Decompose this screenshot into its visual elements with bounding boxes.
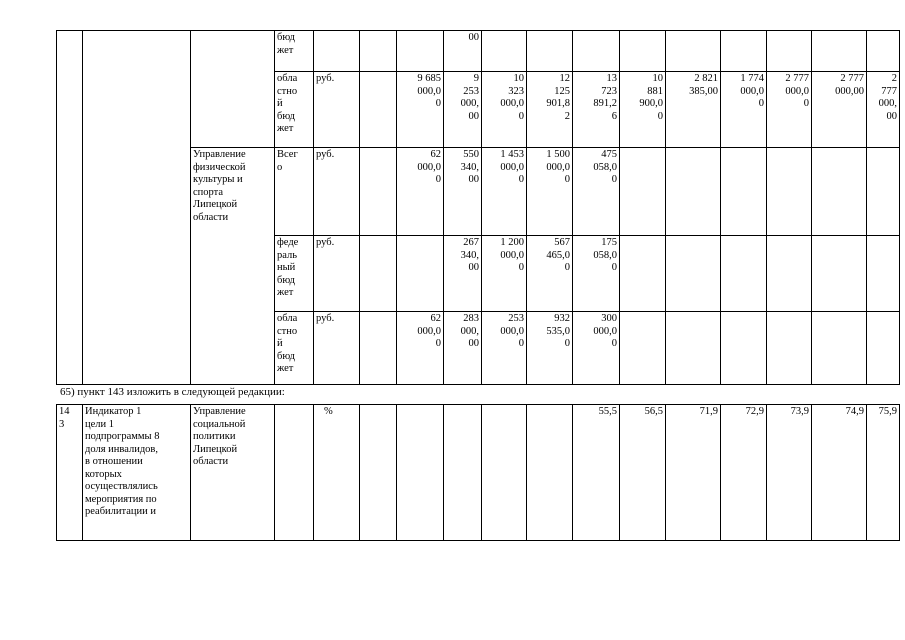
indicator-table [56, 404, 900, 541]
value-cell: 1 500 000,0 0 [527, 148, 573, 236]
value-cell: 1 200 000,0 0 [482, 236, 527, 312]
value-cell: 62 000,0 0 [397, 148, 444, 236]
value-cell: 71,9 [666, 405, 721, 541]
value-cell: 62 000,0 0 [397, 312, 444, 385]
executor-cell [191, 31, 275, 148]
value-cell: 74,9 [812, 405, 867, 541]
value-cell: 55,5 [573, 405, 620, 541]
executor-cell: Управление социальной политики Липецкой области [191, 405, 275, 541]
unit-cell: руб. [314, 312, 360, 385]
value-cell: 175 058,0 0 [573, 236, 620, 312]
value-cell: 2 777 000,0 0 [767, 72, 812, 148]
value-cell: 1 774 000,0 0 [721, 72, 767, 148]
value-cell: 550 340, 00 [444, 148, 482, 236]
value-cell: 10 323 000,0 0 [482, 72, 527, 148]
value-cell: 73,9 [767, 405, 812, 541]
num-cell [57, 31, 83, 385]
value-cell: 932 535,0 0 [527, 312, 573, 385]
value-cell: 10 881 900,0 0 [620, 72, 666, 148]
table-row [57, 405, 900, 541]
unit-cell: руб. [314, 148, 360, 236]
value-cell: 1 453 000,0 0 [482, 148, 527, 236]
unit-cell: % [314, 405, 360, 541]
budget-table [56, 30, 900, 385]
value-cell: 2 821 385,00 [666, 72, 721, 148]
indicator-cell: Индикатор 1 цели 1 подпрограммы 8 доля инвалидов, в отношении которых осуществлялись мероприятия по реабилитации и [83, 405, 191, 541]
unit-cell: руб. [314, 72, 360, 148]
value-cell: 13 723 891,2 6 [573, 72, 620, 148]
value-cell: 72,9 [721, 405, 767, 541]
source-cell: Всег о [275, 148, 314, 236]
executor-cell: Управление физической культуры и спорта Липецкой области [191, 148, 275, 385]
source-cell: обла стно й бюд жет [275, 72, 314, 148]
indicator-cell [83, 31, 191, 385]
source-cell: феде раль ный бюд жет [275, 236, 314, 312]
value-cell: 283 000, 00 [444, 312, 482, 385]
value-cell: 9 685 000,0 0 [397, 72, 444, 148]
value-cell: 253 000,0 0 [482, 312, 527, 385]
source-cell: обла стно й бюд жет [275, 312, 314, 385]
amendment-note: 65) пункт 143 изложить в следующей редакции: [60, 386, 285, 398]
value-cell: 2 777 000,00 [812, 72, 867, 148]
value-cell: 00 [444, 31, 482, 72]
value-cell: 567 465,0 0 [527, 236, 573, 312]
num-cell: 14 3 [57, 405, 83, 541]
value-cell [397, 236, 444, 312]
unit-cell: руб. [314, 236, 360, 312]
value-cell: 2 777 000, 00 [867, 72, 900, 148]
table-row [57, 31, 900, 72]
value-cell: 56,5 [620, 405, 666, 541]
value-cell: 475 058,0 0 [573, 148, 620, 236]
value-cell: 300 000,0 0 [573, 312, 620, 385]
value-cell: 12 125 901,8 2 [527, 72, 573, 148]
value-cell: 75,9 [867, 405, 900, 541]
value-cell: 267 340, 00 [444, 236, 482, 312]
value-cell: 9 253 000, 00 [444, 72, 482, 148]
source-cell: бюд жет [275, 31, 314, 72]
